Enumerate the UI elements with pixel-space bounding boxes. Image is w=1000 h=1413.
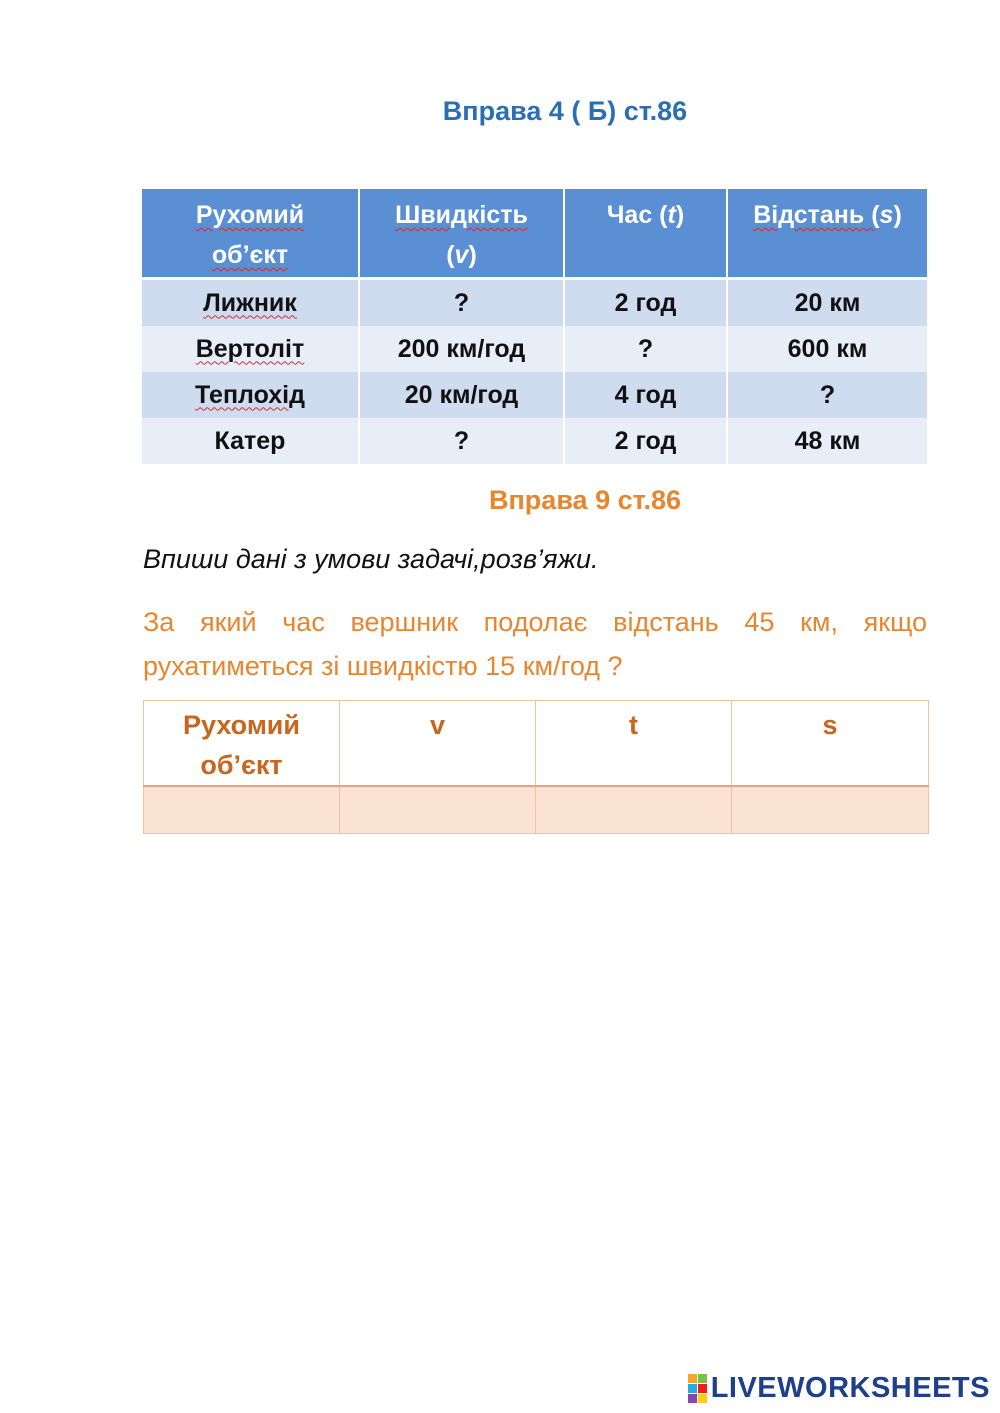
answer-input-s[interactable] [732, 786, 929, 834]
table-row [142, 372, 927, 418]
table-row [142, 326, 927, 372]
header-object-line1: Рухомий [195, 201, 305, 229]
exercise-9-title: Вправа 9 ст.86 [489, 485, 681, 515]
answer-header-object-line1: Рухомий [182, 710, 300, 740]
answer-table [143, 700, 929, 834]
answer-input-object[interactable] [144, 786, 340, 834]
paren-close: ) [468, 241, 477, 269]
answer-header-t: t [536, 701, 732, 787]
cell-object [142, 372, 359, 418]
speed-variable: v [454, 241, 469, 269]
instruction-text: Впиши дані з умови задачі,розв’яжи. [143, 544, 599, 574]
answer-header-object [144, 701, 340, 787]
answer-input-v[interactable] [340, 786, 536, 834]
table-row [142, 418, 927, 464]
paren-open: ( [446, 241, 455, 269]
liveworksheets-logo-icon [688, 1374, 707, 1403]
paren-close: ) [675, 201, 685, 229]
object-name: Вертоліт [195, 334, 305, 363]
exercise-4-title: Вправа 4 ( Б) ст.86 [442, 96, 688, 126]
cell-distance: 600 км [727, 326, 927, 372]
answer-header-row [144, 701, 929, 787]
cell-speed: ? [359, 418, 564, 464]
distance-variable: s [879, 201, 894, 229]
header-time-label: Час ( [606, 201, 668, 229]
paren-close: ) [893, 201, 902, 229]
logo-text: LIVEWORKSHEETS [710, 1372, 990, 1404]
header-distance [727, 189, 927, 279]
cell-speed: ? [359, 279, 564, 327]
cell-time: 2 год [564, 418, 727, 464]
cell-distance: 20 км [727, 279, 927, 327]
cell-time: ? [564, 326, 727, 372]
cell-object: Катер [142, 418, 359, 464]
time-variable: t [667, 201, 676, 229]
cell-object [142, 326, 359, 372]
motion-table [142, 189, 927, 464]
header-object [142, 189, 359, 279]
cell-time: 2 год [564, 279, 727, 327]
cell-speed: 20 км/год [359, 372, 564, 418]
problem-text: За який час вершник подолає відстань 45 км, якщо рухатиметься зі швидкістю 15 км/год ? [143, 607, 927, 681]
liveworksheets-logo [688, 1372, 990, 1405]
header-distance-label: Відстань ( [753, 201, 880, 229]
cell-time: 4 год [564, 372, 727, 418]
object-name: Теплохід [195, 380, 305, 409]
header-object-line2: об’єкт [211, 241, 289, 269]
cell-speed: 200 км/год [359, 326, 564, 372]
table-header-row [142, 189, 927, 279]
answer-header-s: s [732, 701, 929, 787]
answer-input-row [144, 786, 929, 834]
header-speed [359, 189, 564, 279]
object-name: Лижник [203, 288, 297, 317]
table-row [142, 279, 927, 327]
answer-input-t[interactable] [536, 786, 732, 834]
cell-distance: ? [727, 372, 927, 418]
answer-header-object-line2: об’єкт [200, 750, 283, 780]
header-speed-line1: Швидкість [395, 201, 528, 229]
answer-header-v: v [340, 701, 536, 787]
cell-object [142, 279, 359, 327]
cell-distance: 48 км [727, 418, 927, 464]
header-time [564, 189, 727, 279]
